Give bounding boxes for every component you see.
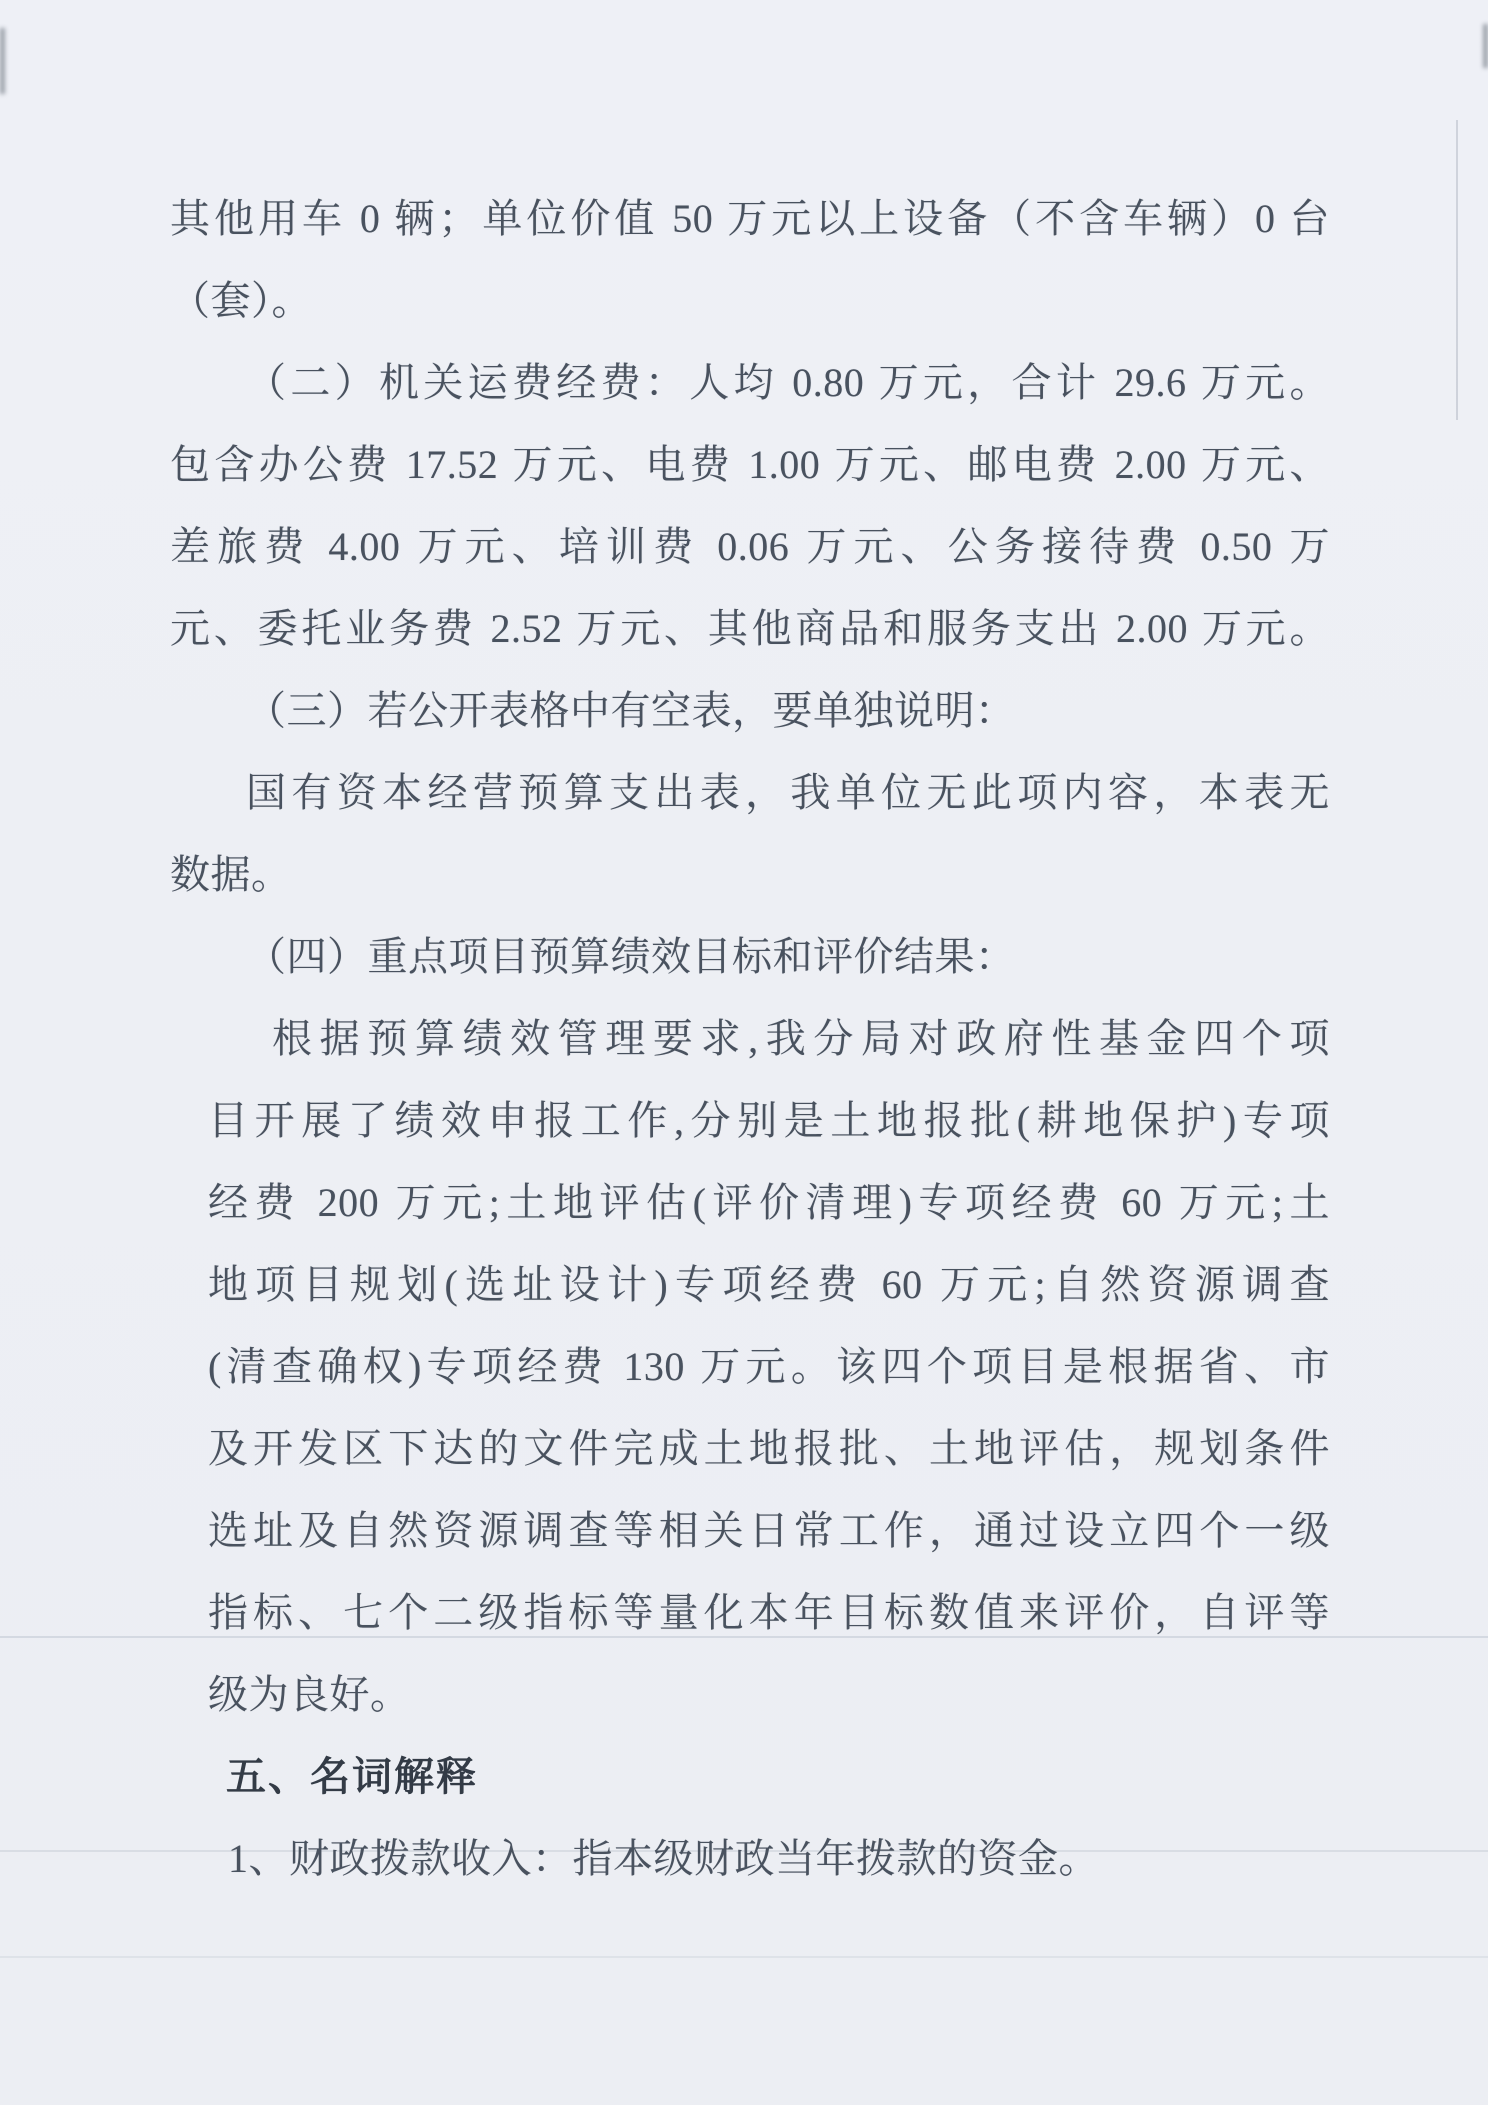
text-line: 目开展了绩效申报工作,分别是土地报批(耕地保护)专项	[208, 1098, 1330, 1143]
text-line: （四）重点项目预算绩效目标和评价结果：	[246, 934, 1016, 979]
text-line: 其他用车 0 辆；单位价值 50 万元以上设备（不含车辆）0 台	[170, 196, 1330, 241]
text-line: 元、委托业务费 2.52 万元、其他商品和服务支出 2.00 万元。	[170, 606, 1330, 651]
scan-smudge-top-left	[0, 28, 5, 94]
text-line: （三）若公开表格中有空表，要单独说明：	[246, 688, 1016, 733]
text-line: 差旅费 4.00 万元、培训费 0.06 万元、公务接待费 0.50 万	[170, 524, 1330, 569]
section-heading: 五、名词解释	[226, 1755, 478, 1799]
text-line: 数据。	[170, 852, 292, 897]
text-line: 经费 200 万元;土地评估(评价清理)专项经费 60 万元;土	[208, 1180, 1330, 1225]
text-line: (清查确权)专项经费 130 万元。该四个项目是根据省、市	[208, 1344, 1330, 1389]
text-line: 包含办公费 17.52 万元、电费 1.00 万元、邮电费 2.00 万元、	[170, 442, 1330, 487]
text-line: （二）机关运费经费：人均 0.80 万元，合计 29.6 万元。	[246, 360, 1330, 405]
text-line: 级为良好。	[208, 1672, 411, 1717]
scan-artifact-line	[0, 1956, 1488, 1958]
text-line: 选址及自然资源调查等相关日常工作，通过设立四个一级	[208, 1508, 1330, 1553]
text-line: 根据预算绩效管理要求,我分局对政府性基金四个项	[272, 1016, 1330, 1061]
page-edge-shadow	[1456, 120, 1458, 420]
text-line: 国有资本经营预算支出表，我单位无此项内容，本表无	[246, 770, 1330, 815]
text-line: 1、财政拨款收入：指本级财政当年拨款的资金。	[228, 1836, 1099, 1881]
text-line: 及开发区下达的文件完成土地报批、土地评估，规划条件	[208, 1426, 1330, 1471]
text-line: （套）。	[170, 278, 312, 323]
text-line: 指标、七个二级指标等量化本年目标数值来评价，自评等	[208, 1590, 1330, 1635]
document-text-block	[170, 178, 1330, 1900]
text-line: 地项目规划(选址设计)专项经费 60 万元;自然资源调查	[208, 1262, 1330, 1307]
scan-smudge-top-right	[1483, 24, 1488, 68]
